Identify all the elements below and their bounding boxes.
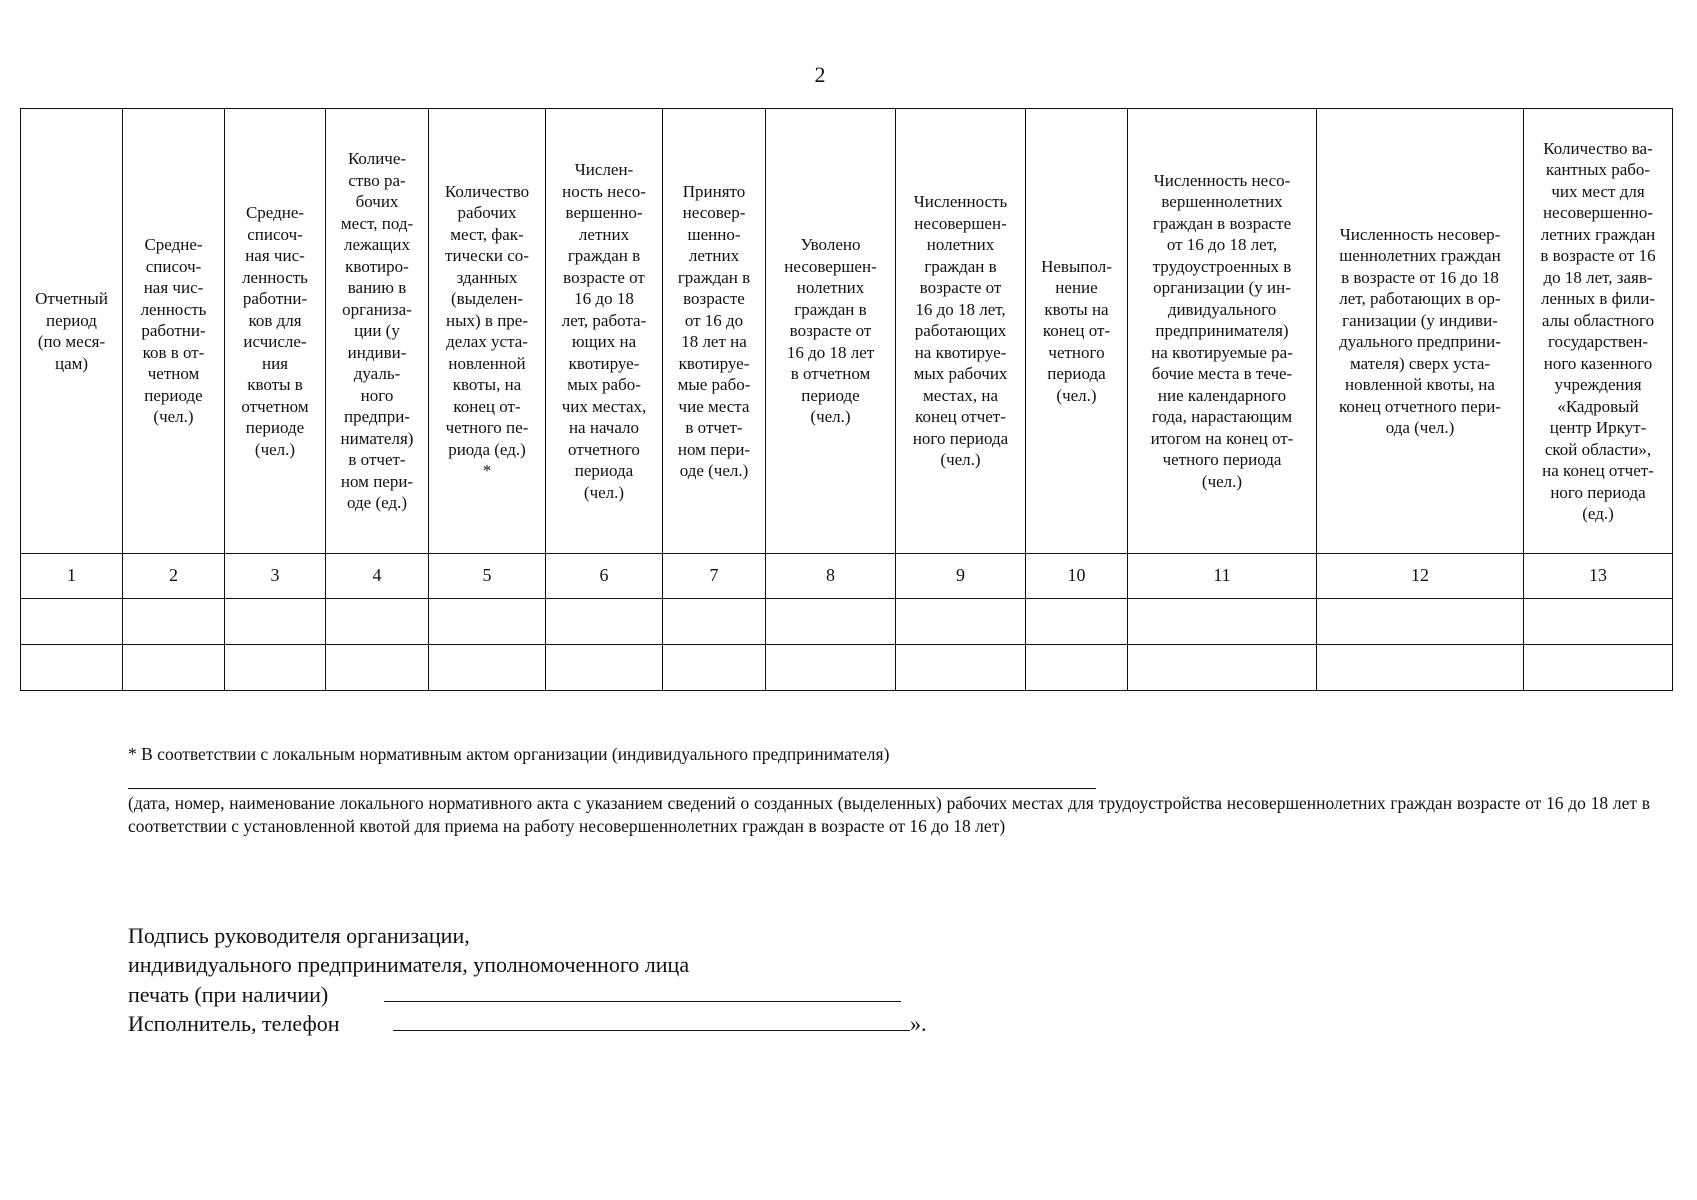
column-number: 9 — [896, 554, 1026, 599]
column-number: 13 — [1524, 554, 1673, 599]
table-cell — [546, 599, 663, 645]
column-number: 3 — [225, 554, 326, 599]
column-number: 10 — [1026, 554, 1128, 599]
table-cell — [429, 645, 546, 691]
table-cell — [766, 645, 896, 691]
column-number: 1 — [21, 554, 123, 599]
page-number: 2 — [814, 62, 826, 87]
table-cell — [1524, 599, 1673, 645]
column-number: 2 — [123, 554, 225, 599]
header-quota-jobs: Количе- ство ра- бочих мест, под- лежащих квотиро- ванию в организа- ции (у индиви- дуаль- ного предпри- нимателя) в отчет- ном пери- оде (ед.) — [326, 109, 429, 554]
column-number: 12 — [1317, 554, 1524, 599]
table-cell — [123, 645, 225, 691]
header-vacant-jobs: Количество ва- кантных рабо- чих мест для несовершенно- летних граждан в возрасте от 16 до 18 лет, заяв- ленных в фили- алы областного государствен- ного казенного учреждения «Кадровый центр Иркут- ской области», на конец отчет- ного периода (ед.) — [1524, 109, 1673, 554]
table-cell — [1026, 599, 1128, 645]
header-minors-hired: Принято несовер- шенно- летних граждан в возрасте от 16 до 18 лет на квотируе- мые рабо- чие места в отчет- ном пери- оде (чел.) — [663, 109, 766, 554]
header-minors-start: Числен- ность несо- вершенно- летних граждан в возрасте от 16 до 18 лет, работа- ющих на квотируе- мых рабо- чих местах, на начало отчетного периода (чел.) — [546, 109, 663, 554]
table-cell — [896, 645, 1026, 691]
report-table — [20, 108, 1673, 691]
footnote-underline — [128, 788, 1096, 789]
signature-line-2: индивидуального предпринимателя, уполномоченного лица — [128, 952, 690, 977]
table-cell — [546, 645, 663, 691]
signature-stamp-line — [128, 979, 901, 1009]
header-minors-over-quota: Численность несовер- шеннолетних граждан в возрасте от 16 до 18 лет, работающих в ор- ганизации (у индиви- дуального предприни- мателя) сверх уста- новленной квоты, на конец отчетного пери- ода (чел.) — [1317, 109, 1524, 554]
column-number: 6 — [546, 554, 663, 599]
table-row — [21, 599, 1673, 645]
table-cell — [225, 599, 326, 645]
column-number: 4 — [326, 554, 429, 599]
executor-label: Исполнитель, телефон — [128, 1011, 340, 1036]
table-cell — [225, 645, 326, 691]
column-number: 5 — [429, 554, 546, 599]
table-cell — [1128, 645, 1317, 691]
column-number: 7 — [663, 554, 766, 599]
column-number: 8 — [766, 554, 896, 599]
header-minors-cumulative: Численность несо- вершеннолетних граждан в возрасте от 16 до 18 лет, трудоустроенных в организации (у ин- дивидуального предпринимателя) на квотируемые ра- бочие места в тече- ние календарного года, нарастающим итогом на конец от- четного периода (чел.) — [1128, 109, 1317, 554]
table-cell — [326, 599, 429, 645]
header-row — [21, 109, 1673, 554]
table-cell — [766, 599, 896, 645]
header-minors-dismissed: Уволено несовершен- нолетних граждан в возрасте от 16 до 18 лет в отчетном периоде (чел.) — [766, 109, 896, 554]
column-number: 11 — [1128, 554, 1317, 599]
table-row — [21, 645, 1673, 691]
executor-line — [128, 1008, 926, 1038]
table-cell — [1317, 645, 1524, 691]
table-cell — [21, 599, 123, 645]
executor-underline — [393, 1008, 910, 1031]
stamp-label: печать (при наличии) — [128, 982, 329, 1007]
table-cell — [1524, 645, 1673, 691]
signature-line-1: Подпись руководителя организации, — [128, 923, 470, 948]
table-cell — [123, 599, 225, 645]
table-cell — [21, 645, 123, 691]
table-cell — [1026, 645, 1128, 691]
footnote-caption: (дата, номер, наименование локального нормативного акта с указанием сведений о созданных (выделенных) рабочих местах для трудоустройства несовершеннолетних граждан возрасте от 16 до 18 лет в соответствии с установленной квотой для приема на работу несовершеннолетних граждан в возрасте от 16 до 18 лет) — [128, 793, 1650, 836]
table-cell — [326, 645, 429, 691]
table-cell — [1317, 599, 1524, 645]
footnote: * В соответствии с локальным нормативным актом организации (индивидуального предпринимателя) — [128, 744, 890, 764]
table-cell — [1128, 599, 1317, 645]
header-minors-end: Численность несовершен- нолетних граждан в возрасте от 16 до 18 лет, работающих на квотируе- мых рабочих местах, на конец отчет- ного периода (чел.) — [896, 109, 1026, 554]
header-avg-employees-quota: Средне- списоч- ная чис- ленность работни- ков для исчисле- ния квоты в отчетном периоде (чел.) — [225, 109, 326, 554]
header-reporting-period: Отчетный период (по меся- цам) — [21, 109, 123, 554]
header-avg-employees: Средне- списоч- ная чис- ленность работни- ков в от- четном периоде (чел.) — [123, 109, 225, 554]
table-cell — [663, 599, 766, 645]
header-quota-unfulfilled: Невыпол- нение квоты на конец от- четного периода (чел.) — [1026, 109, 1128, 554]
column-number-row — [21, 554, 1673, 599]
table-cell — [663, 645, 766, 691]
signature-underline — [384, 979, 901, 1002]
closing-quote: ». — [909, 1011, 927, 1036]
table-cell — [896, 599, 1026, 645]
table-cell — [429, 599, 546, 645]
header-created-jobs: Количество рабочих мест, фак- тически со- зданных (выделен- ных) в пре- делах уста- новленной квоты, на конец от- четного пе- риода (ед.) * — [429, 109, 546, 554]
